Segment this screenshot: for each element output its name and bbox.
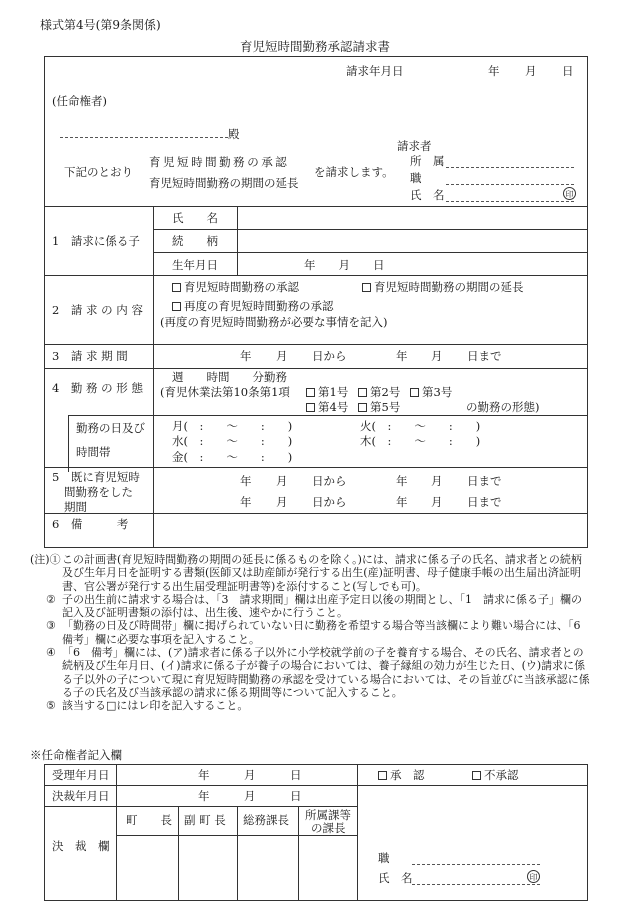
checkbox-icon bbox=[172, 283, 181, 292]
time-mon[interactable]: 月( : ～ : ) bbox=[172, 419, 293, 433]
time-wed[interactable]: 水( : ～ : ) bbox=[172, 434, 293, 448]
authority-label: (任命権者) bbox=[52, 94, 107, 108]
content-section-label: 2 請 求 の 内 容 bbox=[52, 303, 143, 317]
approve-checkbox[interactable]: 承 認 bbox=[378, 768, 425, 782]
checkbox-icon bbox=[306, 403, 315, 412]
reject-checkbox[interactable]: 不承認 bbox=[472, 768, 519, 782]
seal-icon: 印 bbox=[563, 187, 576, 200]
authority-post-field[interactable] bbox=[412, 864, 540, 865]
work-form-section-label: 4 勤 務 の 形 態 bbox=[52, 381, 143, 395]
time-thu[interactable]: 木( : ～ : ) bbox=[360, 434, 481, 448]
stamp-cell-gm[interactable] bbox=[238, 836, 297, 900]
form-number: 様式第4号(第9条関係) bbox=[40, 18, 161, 32]
stamp-cell-mayor[interactable] bbox=[117, 836, 177, 900]
checkbox-icon bbox=[306, 388, 315, 397]
content-opt-reapproval[interactable]: 再度の育児短時間勤務の承認 bbox=[172, 299, 334, 313]
option-extension: 育児短時間勤務の期間の延長 bbox=[149, 176, 299, 190]
content-opt-extension[interactable]: 育児短時間勤務の期間の延長 bbox=[362, 280, 524, 294]
child-birthdate[interactable]: 年 月 日 bbox=[304, 258, 385, 272]
period-section-label: 3 請 求 期 間 bbox=[52, 349, 128, 363]
remarks-field[interactable] bbox=[154, 514, 587, 547]
decision-column-label: 決 裁 欄 bbox=[52, 839, 110, 853]
requester-name-field[interactable] bbox=[446, 201, 574, 202]
request-date-label: 請求年月日 bbox=[346, 64, 404, 78]
remarks-label: 6 備 考 bbox=[52, 517, 129, 531]
checkbox-icon bbox=[358, 388, 367, 397]
checkbox-icon bbox=[378, 771, 387, 780]
checkbox-icon bbox=[358, 403, 367, 412]
checkbox-icon bbox=[472, 771, 481, 780]
child-section-label: 1 請求に係る子 bbox=[52, 234, 140, 248]
time-fri[interactable]: 金( : ～ : ) bbox=[172, 450, 293, 464]
checkbox-icon bbox=[172, 302, 181, 311]
weekly-hours[interactable]: 週 時間 分勤務 bbox=[172, 370, 287, 384]
time-tue[interactable]: 火( : ～ : ) bbox=[360, 419, 481, 433]
seal-icon: 印 bbox=[527, 870, 540, 883]
checkbox-icon bbox=[362, 283, 371, 292]
content-opt-approval[interactable]: 育児短時間勤務の承認 bbox=[172, 280, 299, 294]
checkbox-icon bbox=[410, 388, 419, 397]
option-approval: 育児短時間勤務の承認 bbox=[149, 155, 290, 169]
authority-name-field[interactable] bbox=[412, 884, 540, 885]
authority-heading: ※任命権者記入欄 bbox=[30, 748, 122, 762]
page-title: 育児短時間勤務承認請求書 bbox=[239, 39, 390, 54]
dept-field[interactable] bbox=[446, 167, 574, 168]
stamp-cell-vice[interactable] bbox=[179, 836, 236, 900]
received-date[interactable]: 年 月 日 bbox=[198, 768, 302, 782]
stamp-cell-section[interactable] bbox=[299, 836, 356, 900]
post-field[interactable] bbox=[446, 184, 574, 185]
decided-date[interactable]: 年 月 日 bbox=[198, 789, 302, 803]
notes-section: (注)① この計画書(育児短時間勤務の期間の延長に係るものを除く。)には、請求に係る子の氏名、請求者との続柄及び生年月日を証明する書類(医師又は助産師が発行する出生(産)証明書、母子健康手帳の出生届出済証明書、官公署が発行する出生届受理証明書等)を添付すること(写しでも可)。 ② 子の出生前に請求する場合は、「3 請求期間」欄は出産予定日以後の期間とし、「1 請求に係る子」欄の記入及び証明書類の添付は、出生後、速やかに行うこと。 ③ 「勤務の日及び時間帯」欄に掲げられていない日に勤務を希望する場合等当該欄により難い場合には、「6 備考」欄に必要な事項を記入すること。 ④ 「6 備考」欄には、(ア)請求者に係る子以外に小学校就学前の子を養育する場合、その氏名、請求者との続柄及び生年月日、(イ)請求に係る子が養子の場合においては、養子縁組の効力が生じた日、(ウ)請求に係る子以外の子について現に育児短時間勤務の承認を受けている場合においては、その旨並びに当該承認に係る子の氏名及び当該承認の請求に係る期間等について記入すること。 ⑤ 該当する□にはレ印を記入すること。 bbox=[30, 553, 592, 713]
addressee-field[interactable] bbox=[60, 137, 228, 138]
